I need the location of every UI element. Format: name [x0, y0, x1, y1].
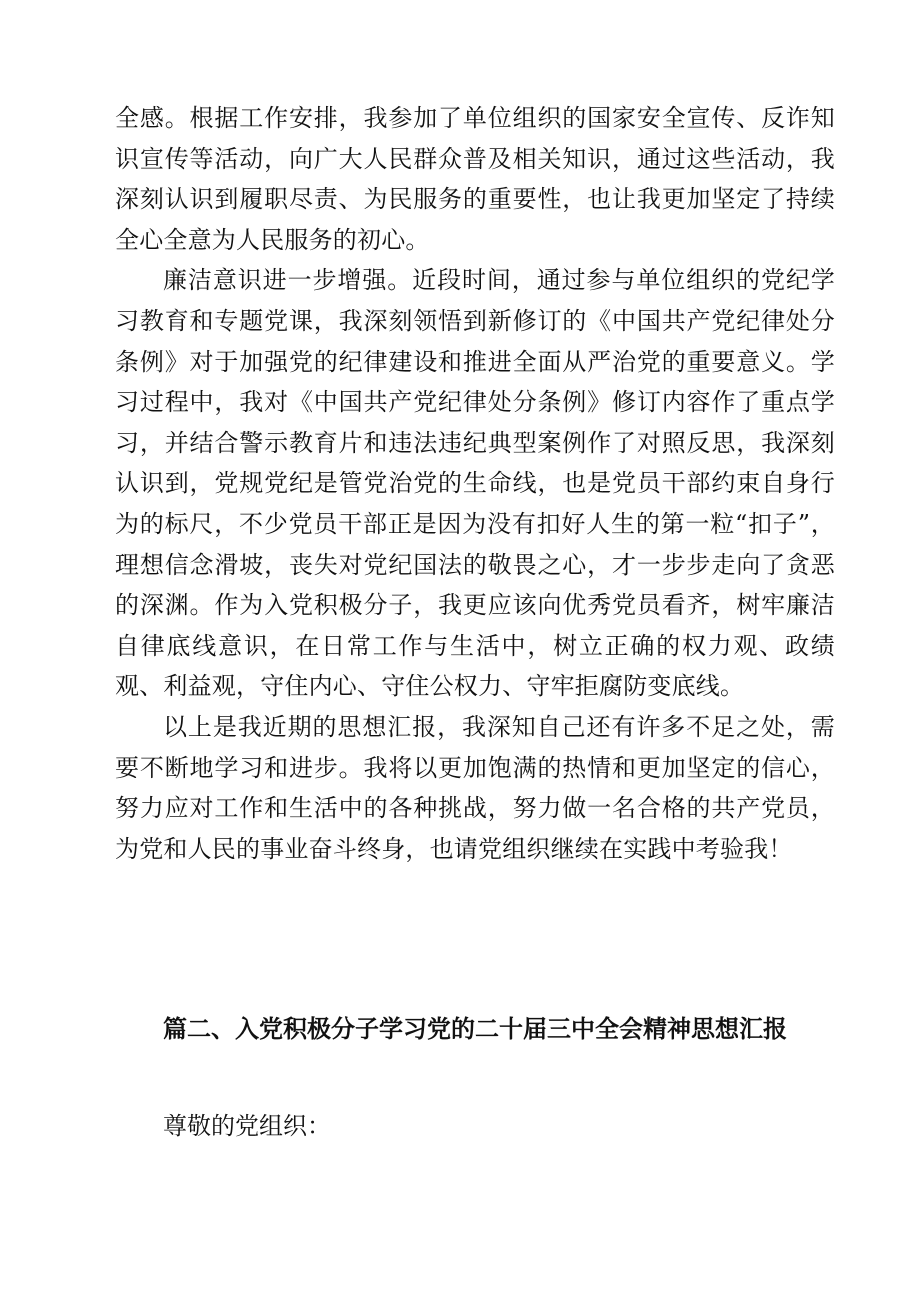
document-body [115, 98, 835, 869]
paragraph-continuation: 全感。根据工作安排，我参加了单位组织的国家安全宣传、反诈知识宣传等活动，向广大人民群众普及相关知识，通过这些活动，我深刻认识到履职尽责、为民服务的重要性，也让我更加坚定了持续全心全意为人民服务的初心。 [115, 104, 835, 254]
section-title: 篇二、入党积极分子学习党的二十届三中全会精神思想汇报 [163, 1014, 787, 1043]
paragraph-integrity: 廉洁意识进一步增强。近段时间，通过参与单位组织的党纪学习教育和专题党课，我深刻领悟到新修订的《中国共产党纪律处分条例》对于加强党的纪律建设和推进全面从严治党的重要意义。学习过程中，我对《中国共产党纪律处分条例》修订内容作了重点学习，并结合警示教育片和违法违纪典型案例作了对照反思，我深刻认识到，党规党纪是管党治党的生命线，也是党员干部约束自身行为的标尺，不少党员干部正是因为没有扣好人生的第一粒“扣子”，理想信念滑坡，丧失对党纪国法的敬畏之心，才一步步走向了贪恶的深渊。作为入党积极分子，我更应该向优秀党员看齐，树牢廉洁自律底线意识，在日常工作与生活中，树立正确的权力观、政绩观、利益观，守住内心、守住公权力、守牢拒腐防变底线。 [115, 266, 835, 701]
salutation: 尊敬的党组织： [163, 1112, 331, 1140]
paragraph-conclusion: 以上是我近期的思想汇报，我深知自己还有许多不足之处，需要不断地学习和进步。我将以更加饱满的热情和更加坚定的信心，努力应对工作和生活中的各种挑战，努力做一名合格的共产党员，为党和人民的事业奋斗终身，也请党组织继续在实践中考验我！ [115, 712, 835, 863]
